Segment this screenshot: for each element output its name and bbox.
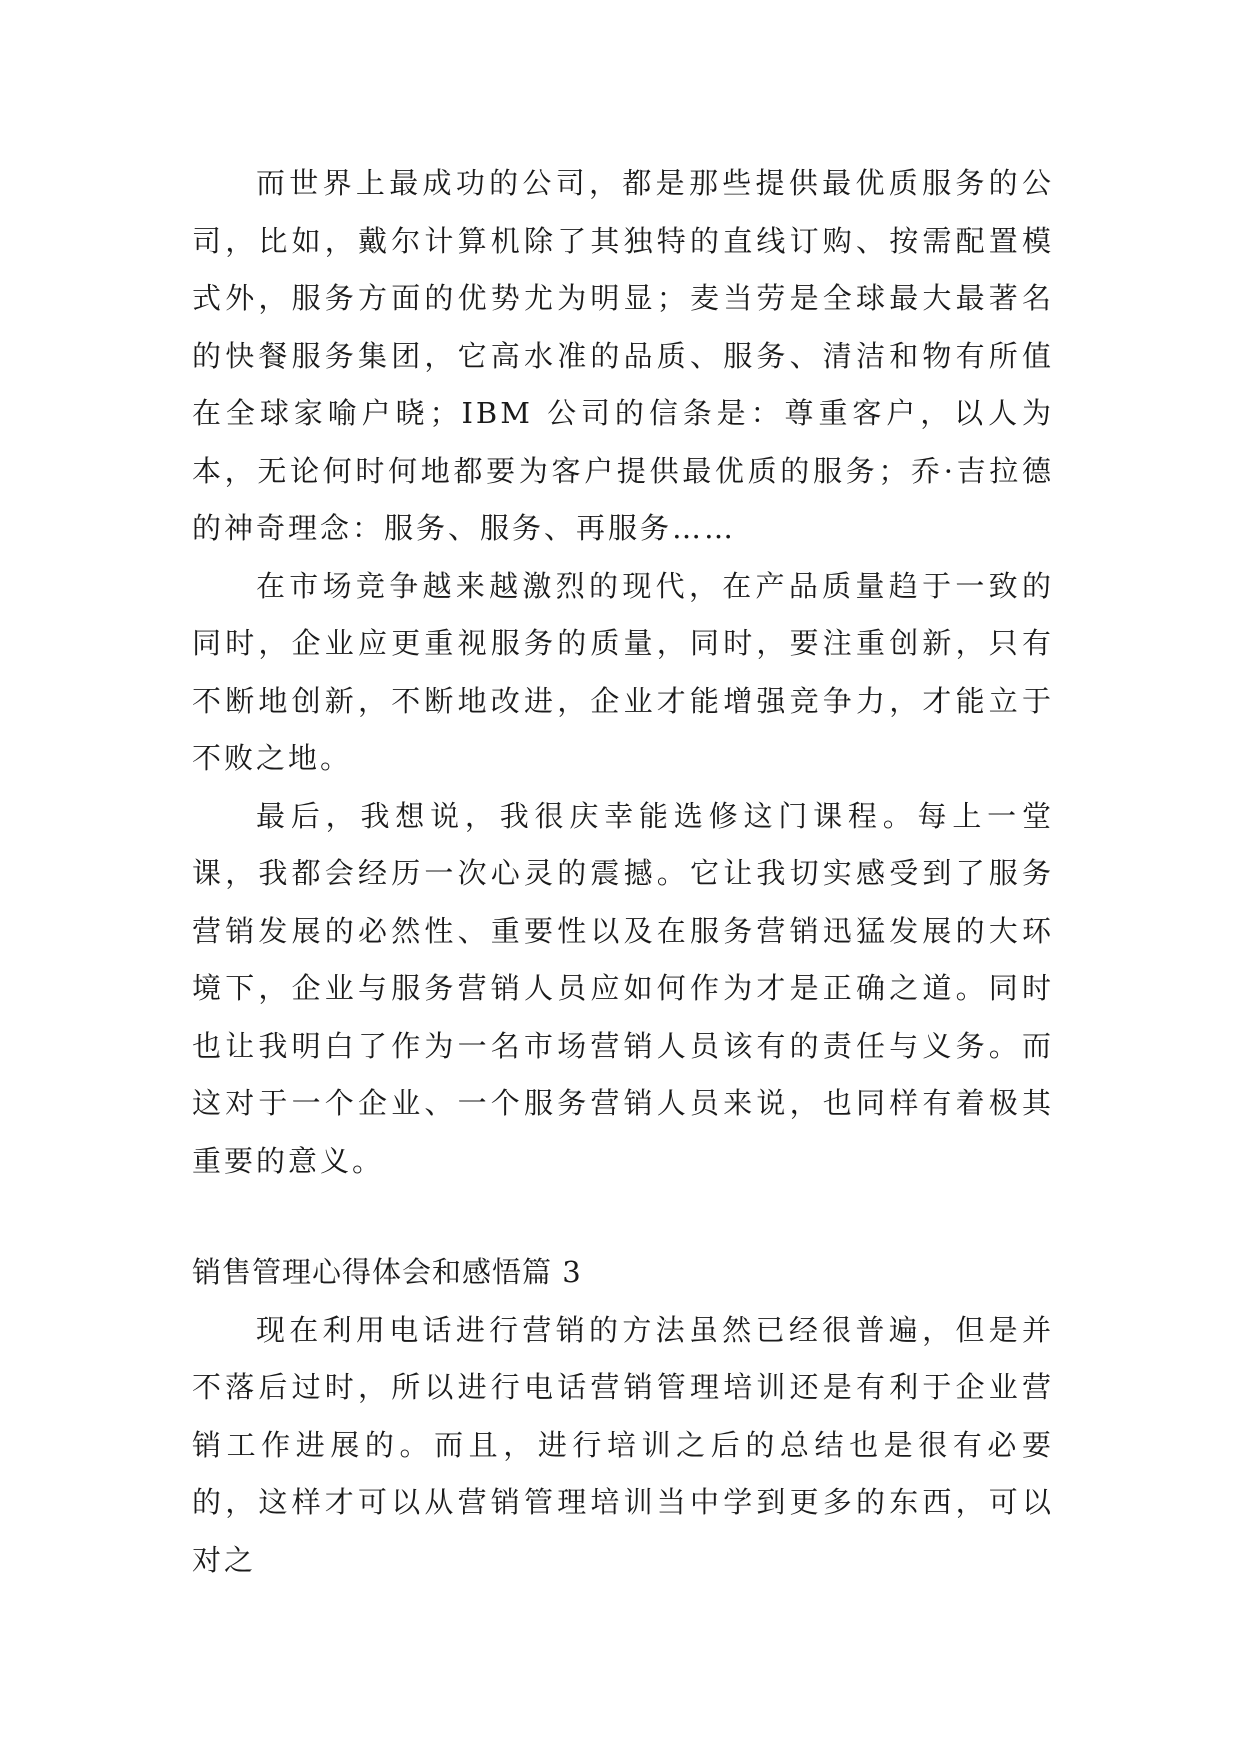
paragraph-conclusion: 最后，我想说，我很庆幸能选修这门课程。每上一堂课，我都会经历一次心灵的震撼。它让我切实感受到了服务营销发展的必然性、重要性以及在服务营销迅猛发展的大环境下，企业与服务营销人员应如何作为才是正确之道。同时也让我明白了作为一名市场营销人员该有的责任与义务。而这对于一个企业、一个服务营销人员来说，也同样有着极其重要的意义。	[192, 798, 1054, 1178]
section-heading: 销售管理心得体会和感悟篇 3	[192, 1255, 582, 1289]
paragraph-market-competition: 在市场竞争越来越激烈的现代，在产品质量趋于一致的同时，企业应更重视服务的质量，同时，要注重创新，只有不断地创新，不断地改进，企业才能增强竞争力，才能立于不败之地。	[192, 568, 1054, 775]
paragraph-telephone-marketing: 现在利用电话进行营销的方法虽然已经很普遍，但是并不落后过时，所以进行电话营销管理培训还是有利于企业营销工作进展的。而且，进行培训之后的总结也是很有必要的，这样才可以从营销管理培训当中学到更多的东西，可以对之	[192, 1312, 1054, 1577]
document-body	[192, 155, 1054, 1589]
paragraph-top-companies: 而世界上最成功的公司，都是那些提供最优质服务的公司，比如，戴尔计算机除了其独特的直线订购、按需配置模式外，服务方面的优势尤为明显；麦当劳是全球最大最著名的快餐服务集团，它高水准的品质、服务、清洁和物有所值在全球家喻户晓；IBM 公司的信条是：尊重客户，以人为本，无论何时何地都要为客户提供最优质的服务；乔·吉拉德的神奇理念：服务、服务、再服务……	[192, 166, 1054, 545]
